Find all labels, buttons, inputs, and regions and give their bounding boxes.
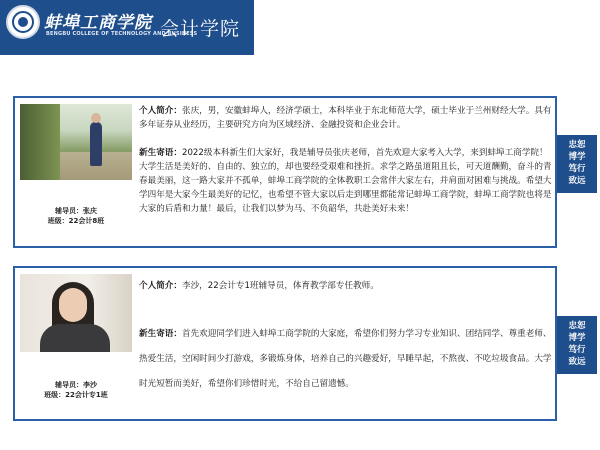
intro-label: 个人简介： [139,106,182,116]
motto-line: 博学 [568,333,586,343]
advisor-name: 辅导员：张庆 [55,207,97,215]
motto-line: 忠恕 [568,321,586,331]
header-banner [0,0,254,55]
advisor-caption [20,380,132,400]
message-label: 新生寄语： [139,148,182,158]
motto-line: 致远 [568,357,586,367]
profile-card-2 [13,266,557,421]
intro-paragraph [139,279,553,293]
profile-card-1 [13,96,557,248]
advisor-photo [20,104,132,180]
university-logo-icon [6,5,40,39]
advisor-class: 班级：22会计8班 [47,217,105,225]
motto-line: 博学 [568,152,586,162]
motto-tag [557,135,597,193]
intro-label: 个人简介： [139,281,182,291]
message-paragraph [139,146,553,216]
message-label: 新生寄语： [139,329,182,339]
intro-text: 张庆，男，安徽蚌埠人，经济学硕士，本科毕业于东北师范大学，硕士毕业于兰州财经大学。具有多年证券从业经历，主要研究方向为区域经济、金融投资和企业会计。 [139,106,552,130]
intro-text: 李沙，22会计专1班辅导员，体育教学部专任教师。 [181,281,379,291]
advisor-photo [20,274,132,352]
intro-paragraph [139,104,553,132]
advisor-name: 辅导员：李沙 [55,381,97,389]
message-text: 2022级本科新生们大家好，我是辅导员张庆老师，首先欢迎大家考入大学，来到蚌埠工商学院！大学生活是美好的、自由的、独立的，却也要经受艰难和挫折。求学之路虽道阻且长，可天道酬勤，奋斗的青春最美丽，这一路大家并不孤单，蚌埠工商学院的全体教职工会常伴大家左右，并肩面对困难与挑战。希望大学四年是大家今生最美好的记忆，也希望不管大家以后走到哪里都能常记蚌埠工商学院，蚌埠工商学院也将是大家的后盾和力量！最后，让我们以梦为马、不负韶华，共赴美好未来！ [139,148,552,214]
motto-line: 笃行 [568,164,586,174]
motto-tag [557,316,597,374]
university-name-en: BENGBU COLLEGE OF TECHNOLOGY AND BUSINESS [46,31,198,37]
motto-line: 笃行 [568,345,586,355]
motto-line: 忠恕 [568,140,586,150]
department-title: 会计学院 [160,18,241,40]
motto-line: 致远 [568,176,586,186]
university-name-cn: 蚌埠工商学院 [44,13,152,33]
advisor-class: 班级：22会计专1班 [44,391,108,399]
advisor-caption [20,206,132,226]
message-paragraph [139,322,553,397]
message-text: 首先欢迎同学们进入蚌埠工商学院的大家庭，希望你们努力学习专业知识、团结同学、尊重老师、热爱生活，空闲时间少打游戏，多锻炼身体，培养自己的兴趣爱好，早睡早起，不熬夜、不吃垃圾食品。大学时光短暂而美好，希望你们珍惜时光，不给自己留遗憾。 [139,329,552,389]
